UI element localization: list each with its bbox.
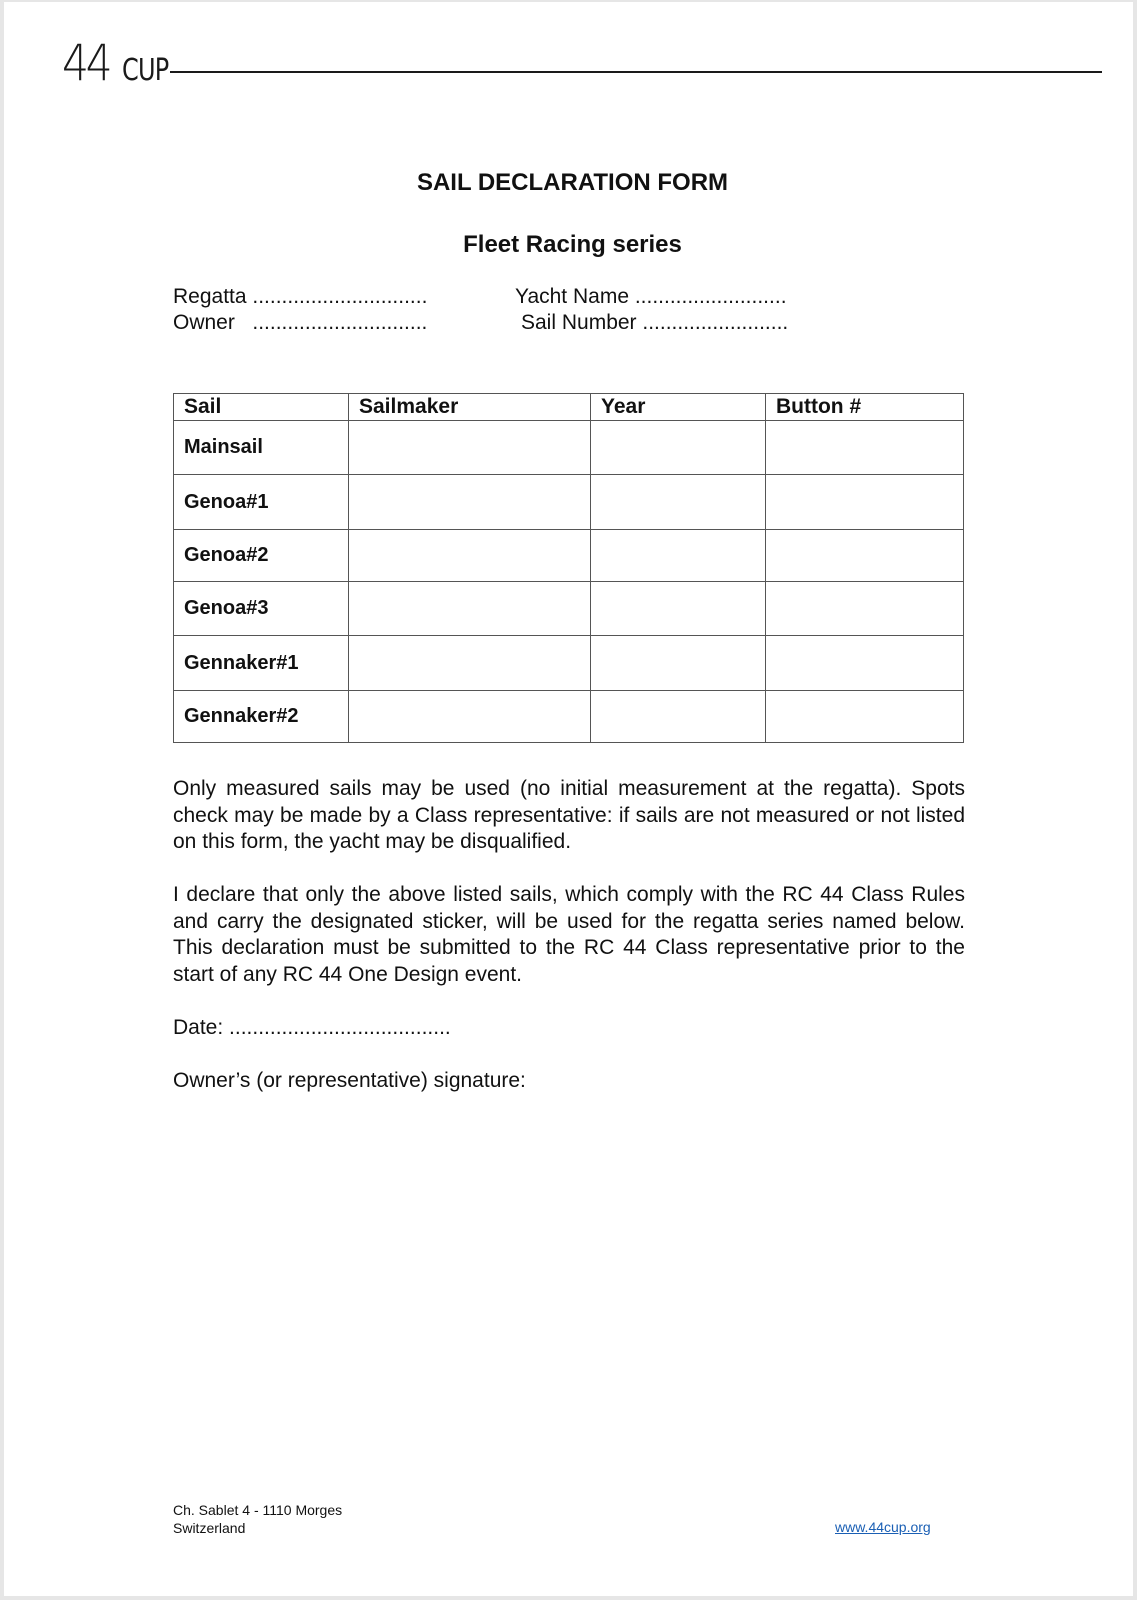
owner-field: Owner .............................. (173, 311, 428, 334)
button-cell[interactable] (766, 421, 964, 475)
table-header-row (174, 394, 964, 421)
year-cell[interactable] (591, 636, 766, 691)
address-line-1: Ch. Sablet 4 - 1110 Morges (173, 1502, 343, 1518)
column-header-year: Year (591, 394, 766, 421)
column-header-sail: Sail (174, 394, 349, 421)
form-subtitle: Fleet Racing series (463, 231, 682, 258)
footer-address (173, 1501, 342, 1537)
signature-label: Owner’s (or representative) signature: (173, 1069, 526, 1092)
column-header-button: Button # (766, 394, 964, 421)
sail-table (173, 393, 964, 743)
sailmaker-cell[interactable] (349, 582, 591, 636)
column-header-sailmaker: Sailmaker (349, 394, 591, 421)
date-field: Date: ...................................... (173, 1016, 451, 1039)
year-cell[interactable] (591, 691, 766, 743)
sail-cell: Gennaker#1 (174, 636, 349, 691)
sail-cell: Genoa#3 (174, 582, 349, 636)
table-row (174, 475, 964, 530)
document-page (4, 2, 1133, 1596)
address-line-2: Switzerland (173, 1520, 246, 1536)
table-row (174, 636, 964, 691)
logo-word: CUP (122, 53, 169, 88)
table-row (174, 582, 964, 636)
yacht-name-field: Yacht Name .......................... (515, 285, 787, 308)
button-cell[interactable] (766, 582, 964, 636)
header-divider (170, 71, 1102, 73)
regatta-field: Regatta .............................. (173, 285, 428, 308)
sail-cell: Gennaker#2 (174, 691, 349, 743)
44cup-logo (62, 34, 169, 92)
sail-cell: Mainsail (174, 421, 349, 475)
year-cell[interactable] (591, 475, 766, 530)
declaration-paragraph: I declare that only the above listed sails, which comply with the RC 44 Class Rules and carry the designated sticker, will be used for the regatta series named below. This declaration must be submitted to the RC 44 Class representative prior to the start of any RC 44 One Design event. (173, 883, 965, 986)
sailmaker-cell[interactable] (349, 421, 591, 475)
logo-number: 44 (62, 34, 110, 92)
table-row (174, 691, 964, 743)
button-cell[interactable] (766, 530, 964, 582)
sail-cell: Genoa#2 (174, 530, 349, 582)
sailmaker-cell[interactable] (349, 636, 591, 691)
sail-cell: Genoa#1 (174, 475, 349, 530)
button-cell[interactable] (766, 475, 964, 530)
sail-number-field: Sail Number ......................... (521, 311, 789, 334)
button-cell[interactable] (766, 691, 964, 743)
year-cell[interactable] (591, 421, 766, 475)
sailmaker-cell[interactable] (349, 475, 591, 530)
form-title: SAIL DECLARATION FORM (416, 169, 729, 196)
year-cell[interactable] (591, 530, 766, 582)
year-cell[interactable] (591, 582, 766, 636)
table-row (174, 530, 964, 582)
measured-sails-paragraph: Only measured sails may be used (no initial measurement at the regatta). Spots check may be made by a Class representative: if sails are not measured or not listed on this form, the yacht may be disqualified. (173, 777, 965, 853)
website-link[interactable]: www.44cup.org (835, 1519, 931, 1535)
sailmaker-cell[interactable] (349, 691, 591, 743)
sailmaker-cell[interactable] (349, 530, 591, 582)
table-row (174, 421, 964, 475)
button-cell[interactable] (766, 636, 964, 691)
